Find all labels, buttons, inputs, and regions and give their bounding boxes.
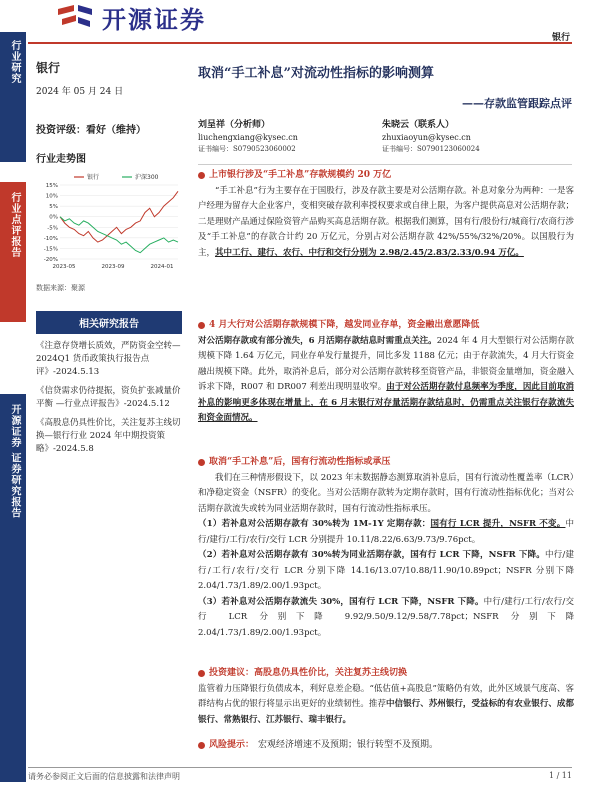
report-title: 取消“手工补息”对流动性指标的影响测算 <box>198 66 434 81</box>
legend-label: 沪深300 <box>135 174 159 181</box>
author-name: 朱晓云（联系人） <box>382 120 455 130</box>
section-heading: 投资建议：高股息仍具性价比，关注复苏主线切换 <box>198 666 574 682</box>
author-card <box>382 117 557 154</box>
related-reports-header: 相关研究报告 <box>36 311 182 334</box>
section-5 <box>198 738 574 754</box>
case-3: （3）若补息对公活期存款流失 30%，国有行 LCR 下降，NSFR 下降。中行/建行/工行/农行/交行 LCR 分别下降 9.92/9.50/9.12/9.58/7.78pct；NSFR 分别下降 2.04/1.73/1.89/2.00/1.93pct。 <box>198 596 574 638</box>
industry-name: 银行 <box>36 61 61 75</box>
y-tick-label: -20% <box>43 257 58 263</box>
section-2 <box>198 318 574 427</box>
related-reports-list <box>36 340 182 456</box>
section-body: “手工补息”行为主要存在于国股行，涉及存款主要是对公活期存款。补息对象分为两种：一是客户经理为留存大企业客户，变相突破存款利率授权要求或自律上限，为客户提供高息对公活期存款；二是理财产品通过保险资管产品购买高息活期存款。根据我们测算，国有行/股份行/城商行/农商行涉及“手工补息”的存款合计约 20 万亿元，分别占对公活期存款 42%/55%/32%/20%。以国股行为主，其中工行、建行、农行、中行和交行分别为 2.98/2.45/2.83/2.33/0.94 万亿。 <box>198 185 574 258</box>
leftbar-top-label: 行业研究 <box>9 40 20 84</box>
leftbar-mid-segment <box>0 182 26 322</box>
leftbar-top-segment <box>0 32 26 162</box>
side-column <box>36 55 182 462</box>
section-heading: 风险提示： 宏观经济增速不及预期；银行转型不及预期。 <box>198 738 574 754</box>
footer <box>28 767 572 782</box>
report-date: 2024 年 05 月 24 日 <box>36 87 124 97</box>
related-report-item[interactable]: 《信贷需求仍待提振，资负扩张减量价平衡 —行业点评报告》-2024.5.12 <box>36 386 181 409</box>
y-tick-label: 0% <box>49 214 58 221</box>
left-sidebar <box>0 32 26 782</box>
series-line <box>60 217 178 253</box>
y-tick-label: 5% <box>49 204 58 211</box>
section-tag: 银行 <box>551 33 570 43</box>
section-body: 监管着力压降银行负债成本，利好息差企稳。“低估值+高股息”策略仍有效，此外区域景气度高、客群结构占优的银行将显示出更好的业绩韧性。推荐中信银行、苏州银行，受益标的有农业银行、成都银行、常熟银行、江苏银行、瑞丰银行。 <box>198 683 574 725</box>
risk-text: 宏观经济增速不及预期；银行转型不及预期。 <box>258 740 439 750</box>
y-tick-label: -5% <box>47 225 58 232</box>
bullet-icon <box>198 670 205 677</box>
y-tick-label: -10% <box>43 235 58 242</box>
x-tick-label: 2023-05 <box>52 264 76 270</box>
section-body: 对公活期存款或有部分流失，6 月活期存款结息时需重点关注。2024 年 4 月大型银行对公活期存款规模下降 1.64 万亿元，同业存单发行量提升，同比多发 1188 亿元；由于存款流失，4 月大行资金融出规模下降。此外，取消补息后，部分对公活期存款转移至资管产品，非银资金量增加，资金融入诉求下降，R007 和 DR007 利差出现明显收窄。由于对公活期存款付息频率为季度，因此目前取消补息的影响更多体现在增量上，在 6 月末银行对存量活期存款结息时，仍需重点关注银行存款流失和资金面情况。 <box>198 335 574 423</box>
section-1 <box>198 168 574 261</box>
logo-mark-icon <box>54 3 96 31</box>
section-body: 我们在三种情形假设下，以 2023 年末数据静态测算取消补息后，国有行流动性覆盖率（LCR）和净稳定资金（NSFR）的变化。当对公活期存款转为定期存款时，国有行流动性指标优化；当对公活期存款流失或转为同业活期存款时，国有行流动性指标承压。 <box>198 472 574 514</box>
section-heading: 取消“手工补息”后，国有行流动性指标或承压 <box>198 455 574 471</box>
author-email[interactable]: liuchengxiang@kysec.cn <box>198 133 298 142</box>
y-tick-label: 10% <box>45 193 58 200</box>
disclaimer: 请务必参阅正文后面的信息披露和法律声明 <box>28 772 180 781</box>
author-license: 证书编号：S0790523060002 <box>198 145 296 153</box>
author-card <box>198 117 373 154</box>
leftbar-bottom-label: 开源证券 证券研究报告 <box>9 404 20 519</box>
author-name: 刘呈祥（分析师） <box>198 120 271 130</box>
leftbar-mid-label: 行业点评报告 <box>9 192 20 258</box>
trend-chart-title: 行业走势图 <box>36 154 86 165</box>
bullet-icon <box>198 459 205 466</box>
x-tick-label: 2024-01 <box>150 264 174 270</box>
section-3 <box>198 455 574 641</box>
related-report-item[interactable]: 《高股息仍具性价比，关注复苏主线切换—银行行业 2024 年中期投资策略》-2024.5.8 <box>36 418 181 454</box>
y-tick-label: -15% <box>43 246 58 253</box>
chart-source: 数据来源：聚源 <box>36 284 85 292</box>
logo-text: 开源证券 <box>102 5 206 34</box>
bullet-icon <box>198 742 205 749</box>
case-1: （1）若补息对公活期存款有 30%转为 1M-1Y 定期存款：国有行 LCR 提升，NSFR 不变。中行/建行/工行/农行/交行 LCR 分别提升 10.11/8.22/6.63/9.73/9.76pct。 <box>198 519 574 545</box>
author-license: 证书编号：S0790123060024 <box>382 145 480 153</box>
trend-chart <box>36 171 182 276</box>
section-heading: 上市银行涉及“手工补息”存款规模约 20 万亿 <box>198 168 574 184</box>
x-tick-label: 2023-09 <box>101 264 125 270</box>
investment-rating: 投资评级：看好（维持） <box>36 125 146 136</box>
leftbar-bottom-segment <box>0 394 26 782</box>
author-email[interactable]: zhuxiaoyun@kysec.cn <box>382 133 471 142</box>
bullet-icon <box>198 322 205 329</box>
y-tick-label: 15% <box>45 183 58 189</box>
related-report-item[interactable]: 《注意存贷增长质效，严防资金空转—2024Q1 货币政策执行报告点评》-2024.5.13 <box>36 341 181 377</box>
author-divider <box>198 164 572 165</box>
header-divider <box>28 42 572 44</box>
section-heading: 4 月大行对公活期存款规模下降，越发同业存单，资金融出意愿降低 <box>198 318 574 334</box>
title-block <box>198 62 572 111</box>
company-logo <box>54 2 206 32</box>
case-2: （2）若补息对公活期存款有 30%转为同业活期存款，国有行 LCR 下降，NSFR 下降。中行/建行/工行/农行/交行 LCR 分别下降 14.16/13.07/10.88/11.90/10.89pct；NSFR 分别下降 2.04/1.73/1.89/2.00/1.93pct。 <box>198 550 574 591</box>
bullet-icon <box>198 172 205 179</box>
legend-label: 银行 <box>87 174 100 181</box>
section-4 <box>198 666 574 728</box>
report-subtitle: ——存款监管跟踪点评 <box>462 97 572 110</box>
page-number: 1 / 11 <box>548 771 572 780</box>
